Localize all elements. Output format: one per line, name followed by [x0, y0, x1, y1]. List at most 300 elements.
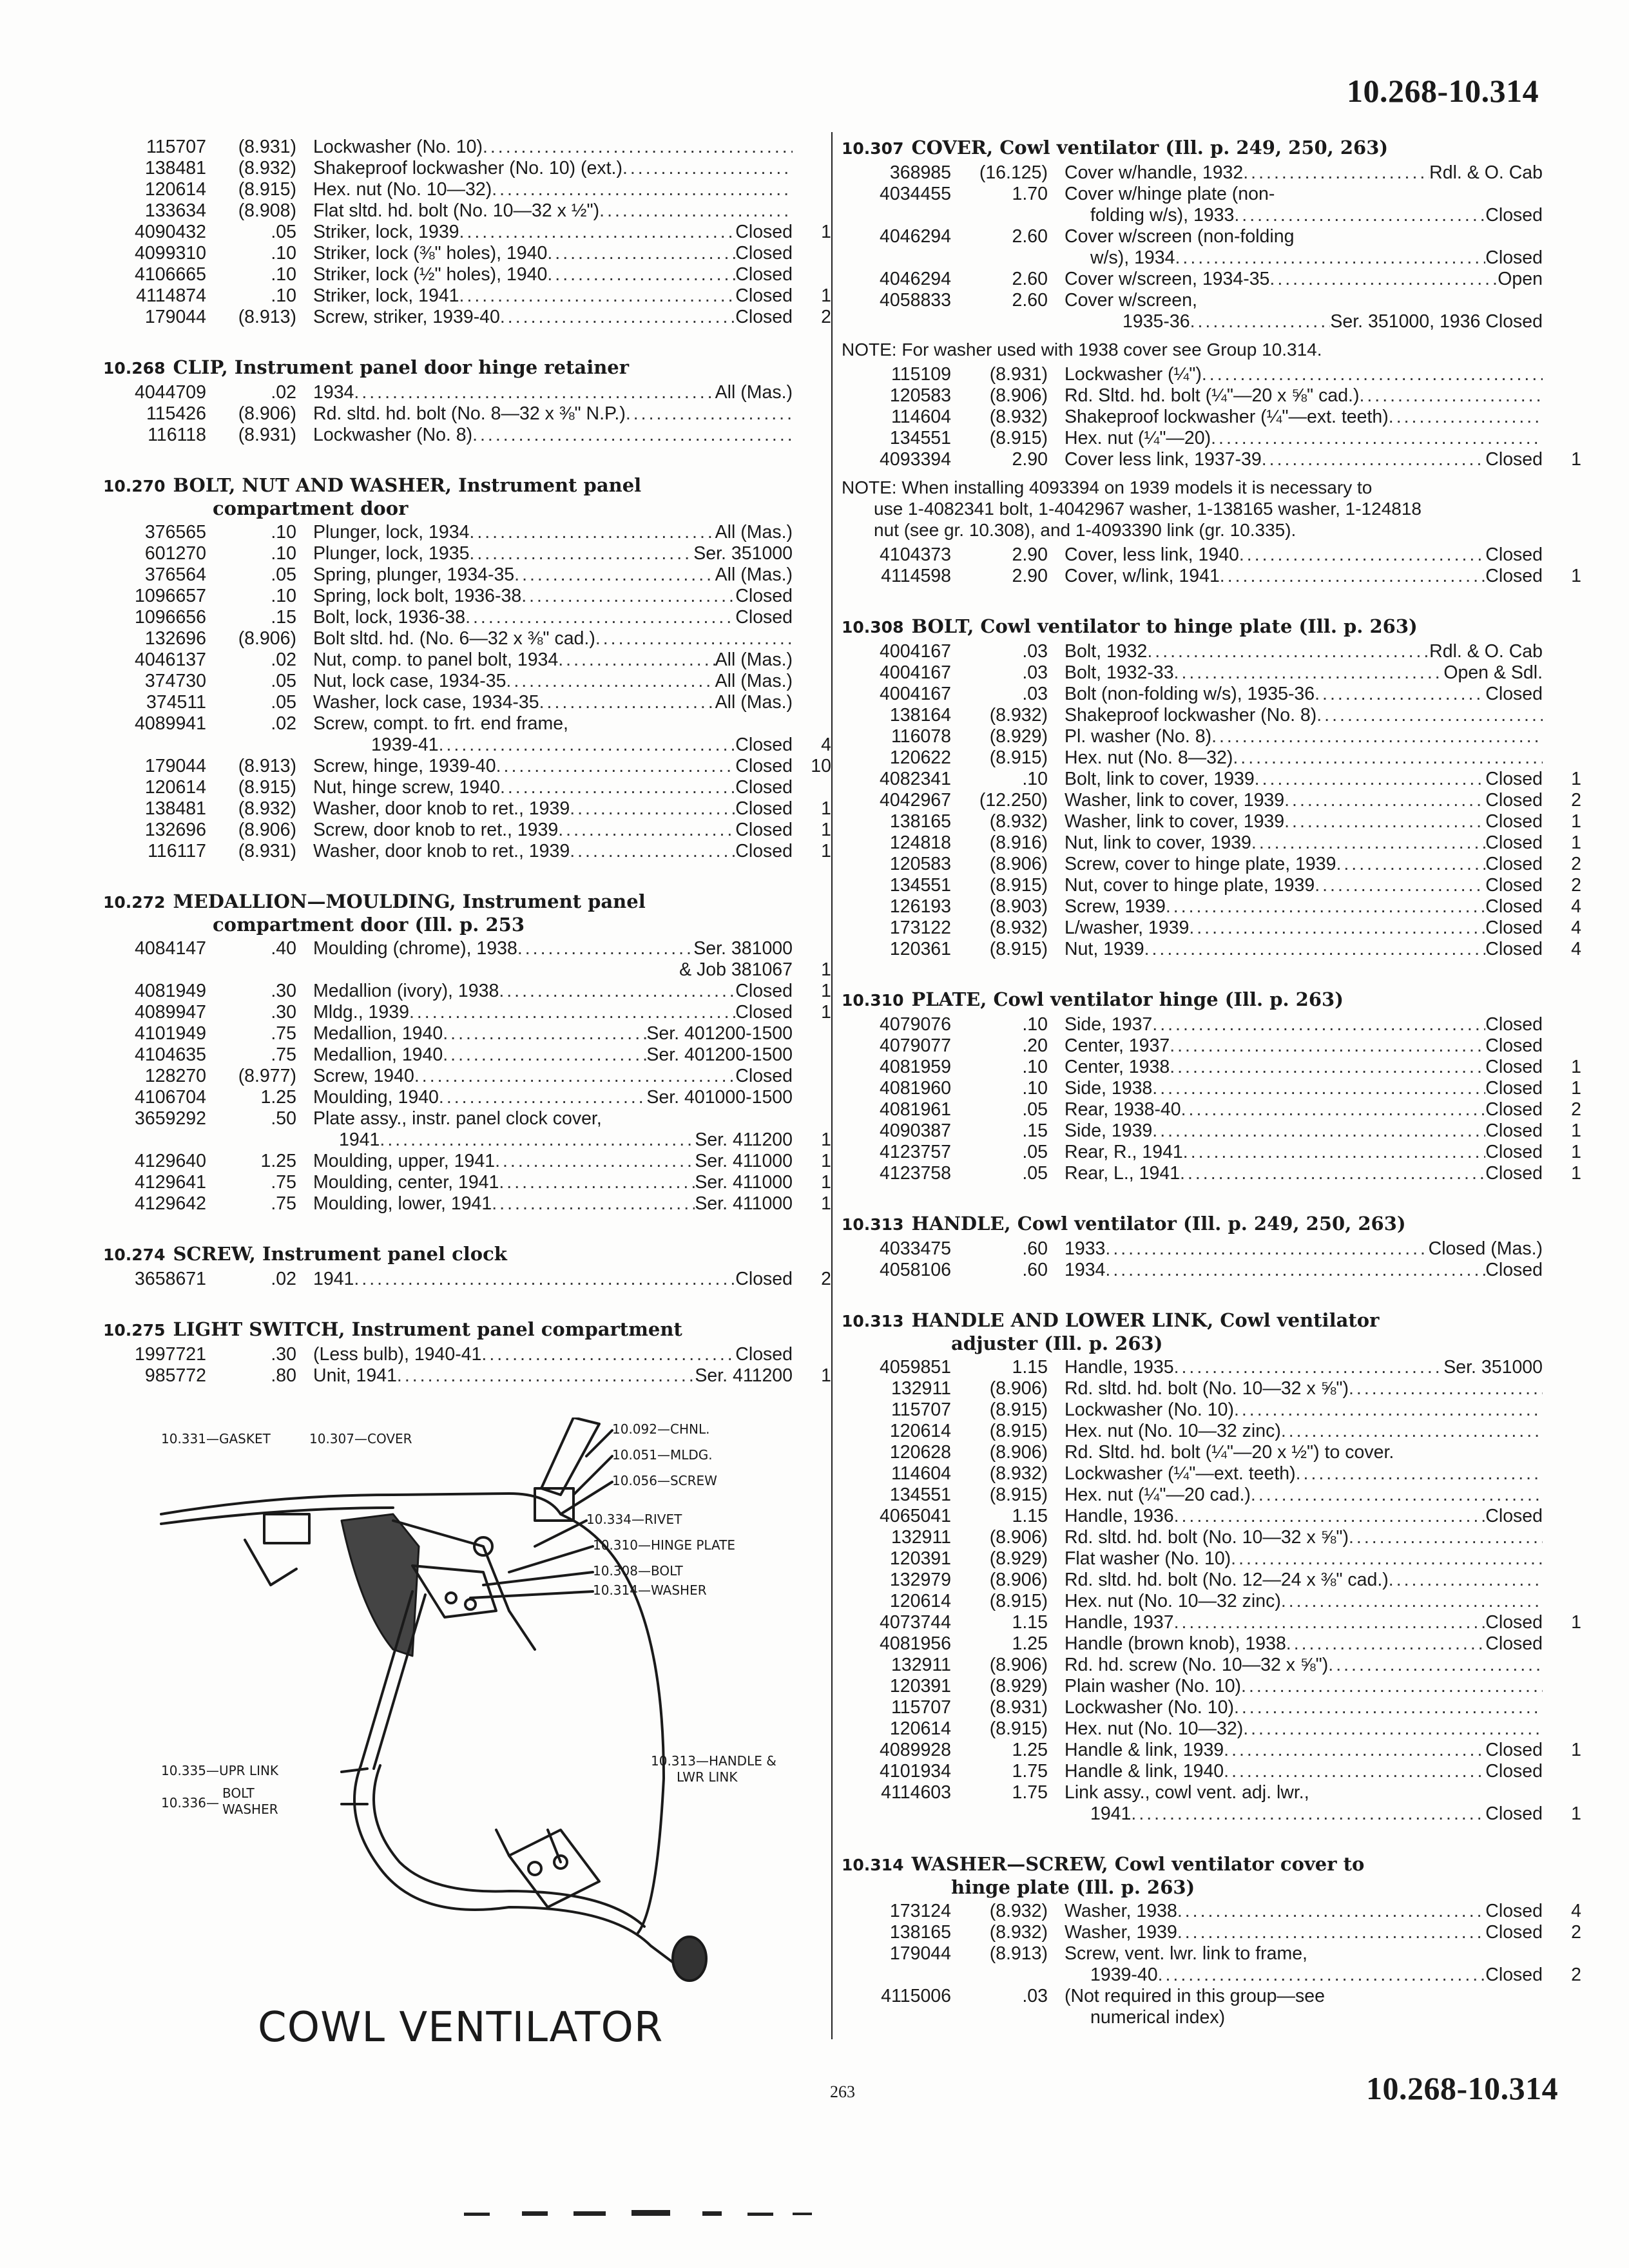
description: [308, 307, 793, 328]
leader-dots: [1359, 385, 1543, 407]
parts-row: [842, 1057, 1581, 1078]
description-text: Moulding, upper, 1941: [313, 1151, 496, 1171]
part-number: 4004167: [880, 662, 951, 683]
section-heading: [842, 1853, 1581, 1898]
description: [308, 1172, 793, 1193]
description-text: Hex. nut (No. 8—32): [1065, 747, 1233, 768]
price: (8.932): [238, 798, 296, 819]
section-title: SCREW, Instrument panel clock: [173, 1243, 507, 1265]
leader-dots: [1166, 896, 1485, 918]
price: .03: [1022, 641, 1048, 662]
description-text: Lockwasher (No. 10): [313, 137, 483, 157]
parts-row: [842, 1421, 1581, 1442]
parts-row: [103, 1193, 831, 1215]
description: [1059, 641, 1543, 662]
parts-row: [842, 790, 1581, 811]
part-number: 179044: [144, 307, 206, 327]
price: (8.931): [238, 425, 296, 445]
section-heading: [103, 474, 831, 519]
price: 2.90: [1012, 544, 1048, 565]
leader-dots: [439, 1087, 646, 1108]
description: [308, 607, 793, 628]
parts-row: [842, 1761, 1581, 1782]
part-number: 4089941: [135, 713, 206, 734]
description: [308, 1129, 793, 1151]
application: Closed: [1485, 939, 1543, 959]
part-number: 126193: [889, 896, 951, 917]
description-text: Washer, lock case, 1934-35: [313, 692, 539, 713]
price: .05: [271, 222, 296, 242]
parts-row: [842, 641, 1581, 662]
description: [308, 1087, 793, 1108]
price: 2.90: [1012, 566, 1048, 586]
label-upr-link: 10.335—UPR LINK: [161, 1763, 279, 1778]
quantity: [1543, 1943, 1581, 1965]
leader-dots: [558, 820, 735, 841]
part-number: [842, 2007, 951, 2028]
part-number: 138481: [144, 798, 206, 819]
label-bolt-washer-a: BOLT: [222, 1785, 255, 1801]
part-number: 376565: [144, 522, 206, 543]
part-number: 4046294: [880, 269, 951, 289]
leader-dots: [483, 137, 793, 158]
quantity: [793, 692, 831, 713]
quantity: [793, 1066, 831, 1087]
leader-dots: [1174, 1506, 1486, 1527]
price: (8.932): [989, 705, 1048, 726]
description-text: Bolt, 1932-33: [1065, 662, 1174, 683]
part-number: [842, 1965, 951, 1986]
parts-row: [842, 769, 1581, 790]
parts-row: [842, 428, 1581, 449]
leader-dots: [499, 981, 735, 1002]
part-number: 4115006: [881, 1986, 951, 2006]
parts-row: [842, 290, 1581, 311]
parts-row: [842, 544, 1581, 566]
price: .75: [271, 1044, 296, 1065]
section-number: 10.313: [842, 1215, 904, 1234]
application: Closed: [735, 243, 793, 264]
description-text: Rear, L., 1941: [1065, 1163, 1181, 1184]
part-number: 4079077: [880, 1035, 951, 1056]
part-number: 134551: [889, 875, 951, 896]
leader-dots: [1284, 811, 1485, 832]
leader-dots: [1211, 428, 1543, 449]
application: Closed: [1485, 544, 1543, 565]
parts-row: [842, 1986, 1581, 2007]
application: All (Mas.): [715, 671, 793, 691]
description: [1059, 566, 1543, 587]
leader-dots: [1296, 1463, 1543, 1485]
leader-dots: [459, 222, 736, 243]
parts-row: [842, 1570, 1581, 1591]
parts-row: [842, 311, 1581, 332]
price: 2.60: [1012, 226, 1048, 247]
leader-dots: [1170, 1035, 1485, 1057]
parts-row: [842, 705, 1581, 726]
description: [1059, 1718, 1543, 1740]
part-number: 173122: [889, 918, 951, 938]
part-number: 115707: [891, 1399, 951, 1420]
part-number: 4089928: [880, 1740, 951, 1760]
label-bolt-washer-num: 10.336—: [161, 1795, 219, 1811]
part-number: 4104373: [880, 544, 951, 565]
quantity: [1543, 205, 1581, 226]
part-number: 138165: [889, 1922, 951, 1943]
section-heading: [103, 890, 831, 936]
price: [206, 1129, 308, 1151]
quantity: [1543, 1697, 1581, 1718]
price: (8.931): [989, 364, 1048, 385]
description-text: Lockwasher (No. 8): [313, 425, 473, 445]
leader-dots: [570, 798, 735, 820]
description-text: Center, 1937: [1065, 1035, 1170, 1056]
description-text: Shakeproof lockwasher (No. 8): [1065, 705, 1317, 726]
quantity: [1543, 428, 1581, 449]
part-number: 120391: [889, 1548, 951, 1569]
description: [1059, 269, 1543, 290]
price: .05: [271, 671, 296, 691]
price: (8.929): [989, 1548, 1048, 1569]
description-text: Washer, door knob to ret., 1939: [313, 841, 570, 861]
price: .05: [271, 564, 296, 585]
application: Closed: [1485, 1633, 1543, 1654]
parts-row: [842, 184, 1581, 205]
description-text: Rd. sltd. hd. bolt (No. 10—32 x ⅝"): [1065, 1378, 1349, 1399]
quantity: [1543, 1442, 1581, 1463]
part-number: [842, 247, 951, 269]
label-mldg: 10.051—MLDG.: [612, 1447, 713, 1463]
description: [1059, 1655, 1543, 1676]
quantity: 1: [821, 1151, 831, 1171]
price: .10: [1022, 1057, 1048, 1077]
quantity: 4: [1571, 939, 1581, 959]
quantity: [1543, 1035, 1581, 1057]
price: .05: [1022, 1142, 1048, 1162]
quantity: [1543, 1463, 1581, 1485]
section-title: CLIP, Instrument panel door hinge retainer: [173, 356, 630, 378]
label-gasket: 10.331—GASKET: [161, 1431, 271, 1446]
description: [1059, 726, 1543, 747]
part-number: 4123758: [880, 1163, 951, 1184]
application: All (Mas.): [715, 522, 793, 543]
application: Rdl. & O. Cab: [1429, 641, 1543, 662]
description: [1059, 1527, 1543, 1548]
quantity: [1543, 162, 1581, 184]
leader-dots: [539, 692, 715, 713]
parts-row: [103, 264, 831, 285]
description: [1059, 1485, 1543, 1506]
parts-row: [103, 713, 831, 735]
application: Closed: [1485, 1260, 1543, 1280]
quantity: [793, 607, 831, 628]
part-number: 985772: [144, 1365, 206, 1386]
parts-row: [103, 1151, 831, 1172]
leader-dots: [496, 756, 736, 777]
price: 1.75: [1012, 1782, 1048, 1803]
description-text: Screw, door knob to ret., 1939: [313, 820, 559, 840]
leader-dots: [1243, 1718, 1543, 1740]
quantity: 2: [1571, 1965, 1581, 1985]
description: [308, 522, 793, 543]
description-text: Side, 1938: [1065, 1078, 1153, 1099]
price: (8.906): [989, 1378, 1048, 1399]
description: [308, 564, 793, 586]
part-number: 4106704: [135, 1087, 206, 1108]
application: Closed: [1485, 875, 1543, 896]
description-text: Rd. sltd. hd. bolt (No. 12—24 x ⅜" cad.): [1065, 1570, 1389, 1590]
quantity: 1: [1571, 1803, 1581, 1824]
ventilator-drawing: [161, 1418, 706, 1981]
leader-dots: [500, 307, 735, 328]
quantity: [793, 649, 831, 671]
application: Closed: [735, 735, 793, 755]
quantity: 1: [1571, 449, 1581, 470]
leader-dots: [1241, 1676, 1543, 1697]
part-number: 124818: [889, 832, 951, 853]
description: [308, 179, 793, 200]
section-heading: [103, 356, 831, 380]
quantity: [793, 382, 831, 403]
price: (8.908): [238, 200, 296, 221]
leader-dots: [1286, 1633, 1485, 1655]
note-line-3: nut (see gr. 10.308), and 1-4093390 link (gr. 10.335).: [874, 520, 1296, 540]
parts-row: [842, 1922, 1581, 1943]
part-number: 114604: [891, 1463, 951, 1484]
description-text: Handle & link, 1939: [1065, 1740, 1224, 1760]
quantity: 1: [1571, 1163, 1581, 1184]
quantity: [1543, 1633, 1581, 1655]
quantity: [1543, 1260, 1581, 1281]
leader-dots: [1251, 1485, 1543, 1506]
quantity: [793, 158, 831, 179]
parts-row: [103, 777, 831, 798]
quantity: [1543, 684, 1581, 705]
part-number: 4114598: [881, 566, 951, 586]
application: Ser. 411000: [695, 1151, 793, 1171]
quantity: [793, 403, 831, 425]
price: (8.932): [989, 1901, 1048, 1921]
parts-row: [103, 756, 831, 777]
parts-row: [103, 403, 831, 425]
price: 1.15: [1012, 1612, 1048, 1633]
leader-dots: [1224, 1761, 1485, 1782]
description-text: Nut, hinge screw, 1940: [313, 777, 500, 798]
application: Closed: [1485, 1965, 1543, 1985]
price: (8.913): [238, 307, 296, 327]
description-text: Hex. nut (No. 10—32): [1065, 1718, 1244, 1739]
quantity: [1543, 544, 1581, 566]
leader-dots: [1152, 1120, 1485, 1142]
parts-row: [103, 243, 831, 264]
description: [1059, 832, 1543, 854]
description: [1059, 1761, 1543, 1782]
price: (8.932): [989, 918, 1048, 938]
description: [1059, 662, 1543, 684]
part-number: 4081960: [880, 1078, 951, 1099]
application: Closed: [1485, 205, 1543, 226]
part-number: 4004167: [880, 684, 951, 704]
quantity: 2: [1571, 1099, 1581, 1120]
description: [308, 1108, 793, 1129]
application: Closed: [1485, 566, 1543, 586]
quantity: 2: [821, 307, 831, 327]
section-title-continued: compartment door: [213, 497, 409, 519]
price: .60: [1022, 1260, 1048, 1280]
quantity: [793, 564, 831, 586]
part-number: [842, 205, 951, 226]
part-number: 4101934: [880, 1761, 951, 1782]
parts-row: [103, 820, 831, 841]
part-number: 4093394: [880, 449, 951, 470]
price: .15: [271, 607, 296, 628]
quantity: 1: [821, 1193, 831, 1214]
leader-dots: [1175, 247, 1485, 269]
description: [1059, 1943, 1543, 1965]
part-number: 376564: [144, 564, 206, 585]
description-text: Medallion, 1940: [313, 1044, 443, 1065]
price: 1.15: [1012, 1506, 1048, 1526]
price: [951, 205, 1059, 226]
quantity: [1543, 226, 1581, 247]
application: Closed: [735, 1002, 793, 1023]
part-number: 120628: [889, 1442, 951, 1463]
price: (8.915): [989, 1421, 1048, 1441]
description-text: 1939-41: [371, 735, 439, 755]
quantity: 1: [821, 285, 831, 306]
part-number: 120361: [889, 939, 951, 959]
price: 1.75: [1012, 1761, 1048, 1782]
description: [308, 543, 793, 564]
price: 1.25: [1012, 1740, 1048, 1760]
application: Closed: [735, 820, 793, 840]
quantity: 2: [821, 1269, 831, 1289]
application: Closed: [735, 1344, 793, 1365]
description-text: Moulding, lower, 1941: [313, 1193, 492, 1214]
price: (8.932): [989, 1922, 1048, 1943]
parts-row: [842, 449, 1581, 470]
parts-row: [103, 1044, 831, 1066]
description-text: Cover w/hinge plate (non-: [1065, 184, 1275, 204]
description-text: Screw, vent. lwr. link to frame,: [1065, 1943, 1307, 1964]
section-10-313-handle-link: [842, 1309, 1581, 1825]
description-text: (Not required in this group—see: [1065, 1986, 1325, 2006]
section-heading: [103, 1243, 831, 1266]
price: (8.906): [989, 854, 1048, 874]
leader-dots: [1183, 1142, 1486, 1163]
leader-dots: [1284, 790, 1485, 811]
description-text: Handle & link, 1940: [1065, 1761, 1224, 1782]
part-number: 132696: [144, 628, 206, 649]
parts-row: [842, 1485, 1581, 1506]
parts-row: [842, 1548, 1581, 1570]
quantity: [1543, 1570, 1581, 1591]
part-number: 138165: [889, 811, 951, 832]
price: 1.25: [260, 1151, 296, 1171]
description-text: Handle, 1936: [1065, 1506, 1174, 1526]
description-text: Spring, lock bolt, 1936-38: [313, 586, 522, 606]
quantity: [1543, 247, 1581, 269]
section-title-continued: compartment door (Ill. p. 253: [213, 914, 525, 936]
description-text: Plunger, lock, 1935: [313, 543, 470, 564]
price: (12.250): [979, 790, 1048, 811]
price: [951, 2007, 1059, 2028]
description-text: Mldg., 1939: [313, 1002, 409, 1023]
description: [308, 649, 793, 671]
leader-dots: [481, 1344, 735, 1365]
description: [1059, 854, 1543, 875]
price: .10: [271, 285, 296, 306]
parts-row: [103, 285, 831, 307]
section-10-270: [103, 474, 831, 862]
part-number: 115707: [146, 137, 206, 157]
part-number: 3659292: [135, 1108, 206, 1129]
section-title: HANDLE, Cowl ventilator (Ill. p. 249, 250, 263): [911, 1213, 1406, 1235]
description-text: Cover, w/link, 1941: [1065, 566, 1220, 586]
leader-dots: [1243, 162, 1429, 184]
description-text: Washer, 1938: [1065, 1901, 1177, 1921]
description: [1059, 918, 1543, 939]
price: (8.915): [238, 179, 296, 200]
description-text: 1933: [1065, 1238, 1106, 1259]
description: [1059, 1238, 1543, 1260]
description: [1059, 769, 1543, 790]
description: [308, 264, 793, 285]
leader-dots: [1233, 747, 1543, 769]
part-number: 120614: [889, 1421, 951, 1441]
description-text: Cover w/screen,: [1065, 290, 1197, 311]
quantity: [1543, 1548, 1581, 1570]
parts-row: [103, 1344, 831, 1365]
description: [308, 285, 793, 307]
description: [1059, 428, 1543, 449]
description: [1059, 1697, 1543, 1718]
description: [1059, 1612, 1543, 1633]
part-number: 120583: [889, 854, 951, 874]
description-text: Nut, comp. to panel bolt, 1934: [313, 649, 559, 670]
quantity: 1: [1571, 1142, 1581, 1162]
right-column: [842, 137, 1581, 2057]
quantity: [793, 671, 831, 692]
description: [1059, 1463, 1543, 1485]
intro-list: [103, 137, 831, 328]
description: [1059, 1035, 1543, 1057]
quantity: [793, 938, 831, 959]
parts-row: [842, 1591, 1581, 1612]
description: [1059, 1120, 1543, 1142]
part-number: 4065041: [880, 1506, 951, 1526]
quantity: [1543, 1591, 1581, 1612]
description: [1059, 544, 1543, 566]
quantity: [1543, 1485, 1581, 1506]
description-text: Shakeproof lockwasher (No. 10) (ext.): [313, 158, 622, 178]
section-10-313-handle: [842, 1213, 1581, 1281]
parts-row: [103, 200, 831, 222]
label-handle-a: 10.313—HANDLE &: [651, 1753, 776, 1769]
description: [308, 671, 793, 692]
quantity: [1543, 1655, 1581, 1676]
section-number: 10.310: [842, 991, 904, 1010]
description-text: w/s), 1934: [1090, 247, 1175, 268]
quantity: 1: [821, 1172, 831, 1193]
application: Closed: [1485, 790, 1543, 811]
quantity: [1543, 1506, 1581, 1527]
label-bolt-washer-b: WASHER: [222, 1802, 278, 1817]
part-number: 120614: [889, 1718, 951, 1739]
description-text: Moulding (chrome), 1938: [313, 938, 517, 959]
application: Ser. 401200-1500: [646, 1044, 793, 1065]
parts-row: [842, 364, 1581, 385]
